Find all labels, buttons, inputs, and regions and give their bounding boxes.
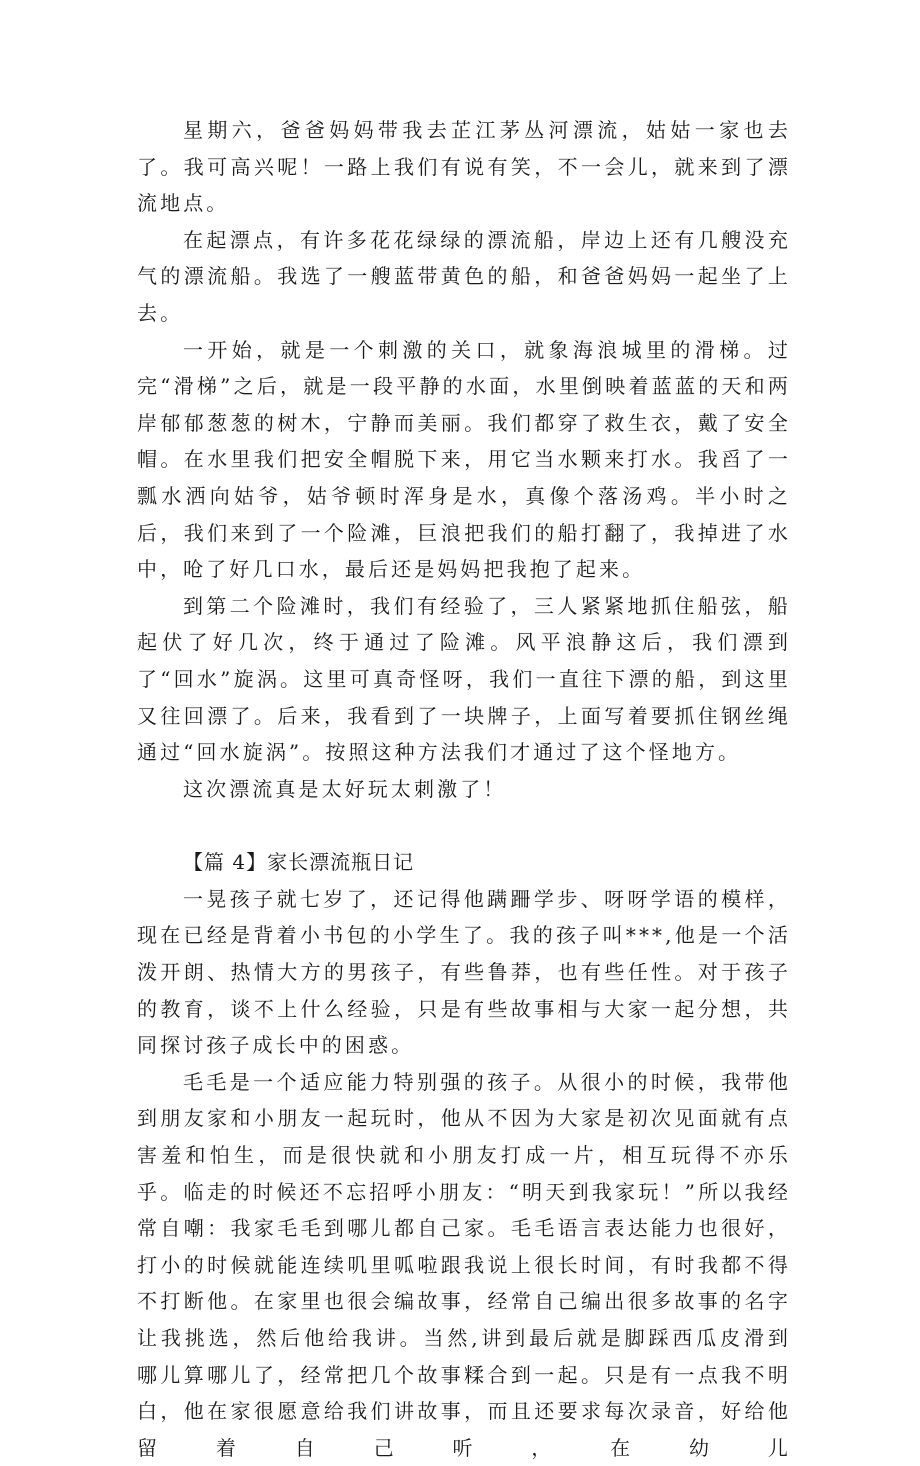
paragraph-6: 一晃孩子就七岁了，还记得他蹒跚学步、呀呀学语的模样，现在已经是背着小书包的小学生了。我的孩子叫***,他是一个活泼开朗、热情大方的男孩子，有些鲁莽，也有些任性。对于孩子的教育，谈不上什么经验，只是有些故事相与大家一起分想，共同探讨孩子成长中的困惑。	[137, 886, 791, 1058]
paragraph-2: 在起漂点，有许多花花绿绿的漂流船，岸边上还有几艘没充气的漂流船。我选了一艘蓝带黄色的船，和爸爸妈妈一起坐了上去。	[137, 227, 791, 325]
paragraph-1: 星期六，爸爸妈妈带我去芷江茅丛河漂流，姑姑一家也去了。我可高兴呢！一路上我们有说有笑，不一会儿，就来到了漂流地点。	[137, 118, 791, 216]
paragraph-5: 这次漂流真是太好玩太刺激了！	[183, 776, 507, 801]
paragraph-7: 毛毛是一个适应能力特别强的孩子。从很小的时候，我带他到朋友家和小朋友一起玩时，他从不因为大家是初次见面就有点害羞和怕生，而是很快就和小朋友打成一片，相互玩得不亦乐乎。临走的时候还不忘招呼小朋友：“明天到我家玩！”所以我经常自嘲：我家毛毛到哪儿都自己家。毛毛语言表达能力也很好，打小的时候就能连续叽里呱啦跟我说上很长时间，有时我都不得不打断他。在家里也很会编故事，经常自己编出很多故事的名字让我挑选，然后他给我讲。当然,讲到最后就是脚踩西瓜皮滑到哪儿算哪儿了，经常把几个故事糅合到一起。只是有一点我不明白，他在家很愿意给我们讲故事，而且还要求每次录音，好给他留着自己听，在幼儿	[137, 1069, 791, 1460]
paragraph-3: 一开始，就是一个刺激的关口，就象海浪城里的滑梯。过完“滑梯”之后，就是一段平静的水面，水里倒映着蓝蓝的天和两岸郁郁葱葱的树木，宁静而美丽。我们都穿了救生衣，戴了安全帽。在水里我们把安全帽脱下来，用它当水颗来打水。我舀了一瓢水洒向姑爷，姑爷顿时浑身是水，真像个落汤鸡。半小时之后，我们来到了一个险滩，巨浪把我们的船打翻了，我掉进了水中，呛了好几口水，最后还是妈妈把我抱了起来。	[137, 337, 791, 582]
document-body	[137, 112, 791, 1466]
section-heading: 【篇 4】家长漂流瓶日记	[183, 850, 415, 875]
section-spacer	[137, 807, 791, 844]
paragraph-4: 到第二个险滩时，我们有经验了，三人紧紧地抓住船弦，船起伏了好几次，终于通过了险滩。风平浪静这后，我们漂到了“回水”旋涡。这里可真奇怪呀，我们一直往下漂的船，到这里又往回漂了。后来，我看到了一块牌子，上面写着要抓住钢丝绳通过“回水旋涡”。按照这种方法我们才通过了这个怪地方。	[137, 593, 791, 765]
